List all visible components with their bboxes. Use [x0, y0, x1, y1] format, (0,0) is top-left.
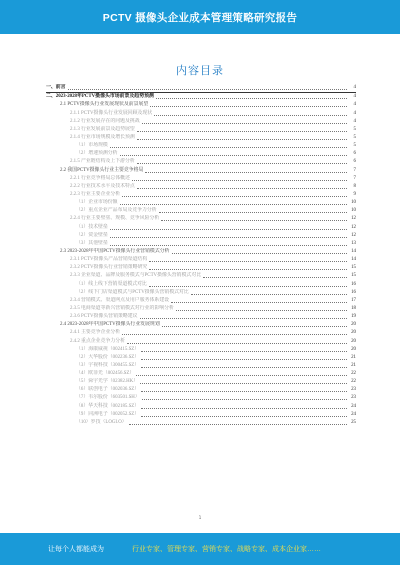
toc-entry-label: （8）华天科技（002185.SZ）: [76, 403, 140, 409]
toc-entry-page: 20: [351, 346, 356, 352]
toc-entry-label: 2.2.2 行业技术水平及技术特点: [70, 183, 135, 189]
toc-entry[interactable]: [46, 84, 356, 92]
toc-leader-dots: [137, 187, 347, 189]
toc-entry-page: 19: [351, 314, 356, 320]
toc-entry[interactable]: [46, 126, 356, 134]
toc-entry-label: 2.2.4 行业主要壁垒、规模、竞争风险分析: [70, 216, 160, 222]
toc-leader-dots: [150, 105, 347, 107]
page-number: 1: [198, 515, 202, 520]
toc-entry-page: 6: [353, 159, 356, 165]
toc-entry-page: 7: [353, 167, 356, 173]
toc-entry-page: 18: [351, 305, 356, 311]
toc-entry-label: 2.2.1 行业竞争格局总体概述: [70, 175, 130, 181]
toc-leader-dots: [129, 423, 347, 425]
toc-entry[interactable]: [46, 362, 356, 370]
toc-entry-page: 14: [351, 257, 356, 263]
toc-entry-page: 4: [353, 118, 356, 124]
toc-entry-label: 2.1.2 行业发展存在的问题及挑战: [70, 118, 140, 124]
toc-leader-dots: [110, 236, 347, 238]
toc-entry-label: 2.3 2023-2028年中国PCTV摄像头行业营销模式分析: [60, 248, 170, 254]
toc-entry[interactable]: [46, 191, 356, 199]
toc-entry-label: 2.3.5 电商渠道等新兴营销模式对行业的影响分析: [70, 305, 174, 311]
toc-entry-label: 二、2023-2028年PCTV摄像头市场前景及趋势预测: [46, 94, 154, 100]
toc-leader-dots: [142, 122, 347, 124]
report-title: PCTV 摄像头企业成本管理策略研究报告: [102, 12, 298, 24]
toc-entry-label: （1）海康威视（002415.SZ）: [76, 346, 140, 352]
toc-entry-page: 23: [351, 387, 356, 393]
toc-leader-dots: [110, 244, 347, 246]
toc-entry-label: 2.3.1 PCTV摄像头产品营销渠道结构: [70, 257, 148, 263]
toc-entry-label: （2）资金壁垒: [76, 232, 108, 238]
toc-entry-label: （1）线上线下营销渠道模式对比: [76, 281, 147, 287]
toc-entry[interactable]: [46, 158, 356, 166]
toc-entry-page: 10: [351, 200, 356, 206]
toc-entry[interactable]: [46, 240, 356, 248]
toc-leader-dots: [162, 325, 347, 327]
toc-entry-label: （2）增速预测分析: [76, 151, 118, 157]
toc-entry-page: 24: [351, 403, 356, 409]
toc-entry[interactable]: [46, 321, 356, 329]
toc-leader-dots: [203, 276, 347, 278]
toc-entry-page: 20: [351, 322, 356, 328]
toc-leader-dots: [141, 366, 347, 368]
toc-entry-label: 2.3.4 营销模式、渠道网点及用户服务体系建设: [70, 297, 170, 303]
toc-entry-label: （3）宇视科技（300455.SZ）: [76, 362, 140, 368]
toc-entry-page: 12: [351, 224, 356, 230]
toc-entry-label: 2.4.1 主要竞争企业分析: [70, 330, 121, 336]
toc-leader-dots: [110, 228, 347, 230]
toc-entry-page: 22: [351, 379, 356, 385]
toc-heading: 内容目录: [176, 65, 224, 77]
toc-entry[interactable]: [46, 101, 356, 109]
toc-leader-dots: [154, 114, 347, 116]
toc-leader-dots: [120, 154, 347, 156]
toc-leader-dots: [141, 350, 347, 352]
table-of-contents: [46, 84, 356, 427]
toc-entry[interactable]: [46, 166, 356, 174]
toc-entry[interactable]: [46, 378, 356, 386]
toc-entry[interactable]: [46, 386, 356, 394]
toc-entry-page: 4: [353, 94, 356, 100]
toc-entry[interactable]: [46, 109, 356, 117]
toc-entry-page: 5: [353, 134, 356, 140]
toc-entry-label: （10）罗技（LOGI.O）: [76, 419, 127, 425]
toc-entry[interactable]: [46, 280, 356, 288]
toc-entry[interactable]: [46, 419, 356, 427]
toc-leader-dots: [110, 146, 347, 148]
toc-entry[interactable]: [46, 232, 356, 240]
toc-entry[interactable]: [46, 93, 356, 101]
toc-leader-dots: [149, 260, 347, 262]
toc-entry-page: 20: [351, 338, 356, 344]
toc-leader-dots: [137, 130, 347, 132]
toc-entry[interactable]: [46, 256, 356, 264]
toc-entry-page: 16: [351, 289, 356, 295]
toc-entry[interactable]: [46, 223, 356, 231]
toc-entry-label: （1）技术壁垒: [76, 224, 108, 230]
toc-entry[interactable]: [46, 215, 356, 223]
toc-entry[interactable]: [46, 346, 356, 354]
toc-entry[interactable]: [46, 175, 356, 183]
toc-entry[interactable]: [46, 370, 356, 378]
toc-leader-dots: [68, 88, 347, 90]
toc-entry-label: （3）其他壁垒: [76, 240, 108, 246]
toc-entry-page: 4: [353, 110, 356, 116]
toc-entry[interactable]: [46, 289, 356, 297]
toc-leader-dots: [149, 268, 347, 270]
toc-leader-dots: [141, 415, 347, 417]
toc-leader-dots: [145, 171, 347, 173]
toc-leader-dots: [122, 195, 347, 197]
toc-leader-dots: [137, 162, 347, 164]
toc-entry[interactable]: [46, 118, 356, 126]
toc-entry-label: 2.4.2 重点企业竞争力分析: [70, 338, 126, 344]
toc-leader-dots: [161, 219, 347, 221]
toc-entry-label: 2.3.6 PCTV摄像头营销策略建议: [70, 314, 138, 320]
toc-entry[interactable]: [46, 337, 356, 345]
toc-entry-label: 2.2.3 行业主要企业分析: [70, 191, 121, 197]
toc-entry-label: （6）联创电子（002036.SZ）: [76, 387, 140, 393]
toc-entry-label: 一、前言: [46, 85, 66, 91]
toc-entry-page: 10: [351, 208, 356, 214]
toc-entry[interactable]: [46, 248, 356, 256]
toc-entry-label: （1）市场规模: [76, 143, 108, 149]
toc-entry-page: 5: [353, 143, 356, 149]
toc-entry[interactable]: [46, 411, 356, 419]
toc-entry[interactable]: [46, 354, 356, 362]
toc-leader-dots: [132, 179, 347, 181]
toc-entry-label: 2.4 2023-2028年中国PCTV摄像头行业发展规划: [60, 322, 160, 328]
toc-entry[interactable]: [46, 142, 356, 150]
toc-leader-dots: [141, 390, 347, 392]
toc-entry-label: 2.1.1 PCTV摄像头行业发展回顾及现状: [70, 110, 153, 116]
toc-entry-label: （4）欧菲光（002456.SZ）: [76, 371, 135, 377]
toc-entry-page: 12: [351, 216, 356, 222]
toc-entry-label: 2.1.3 行业发展前景及趋势展望: [70, 126, 135, 132]
toc-entry-label: （2）线下门店渠道模式与PCTV摄像头营销模式对比: [76, 289, 189, 295]
toc-entry[interactable]: [46, 264, 356, 272]
toc-leader-dots: [127, 342, 347, 344]
toc-entry-page: 6: [353, 151, 356, 157]
report-header-banner: [0, 0, 400, 34]
toc-leader-dots: [176, 309, 347, 311]
toc-entry-page: 24: [351, 411, 356, 417]
toc-entry-label: 2.1.4 行业市场规模及增长预测: [70, 134, 135, 140]
toc-entry-page: 17: [351, 297, 356, 303]
toc-leader-dots: [156, 97, 347, 99]
toc-leader-dots: [142, 398, 347, 400]
toc-leader-dots: [149, 285, 347, 287]
toc-leader-dots: [140, 382, 347, 384]
toc-entry-label: （7）韦尔股份（603501.SH）: [76, 395, 140, 401]
toc-leader-dots: [191, 293, 347, 295]
toc-leader-dots: [140, 317, 347, 319]
toc-entry-label: 2.2 我国PCTV摄像头行业主要竞争格局: [60, 167, 144, 173]
toc-entry-label: （5）舜宇光学（02382.HK）: [76, 379, 139, 385]
toc-entry[interactable]: [46, 183, 356, 191]
toc-entry-label: （2）大华股份（002236.SZ）: [76, 354, 140, 360]
toc-leader-dots: [141, 407, 347, 409]
toc-entry-page: 13: [351, 240, 356, 246]
toc-entry-label: 2.3.3 企业渠道、品牌及服务模式与PCTV摄像头营销模式对比: [70, 273, 202, 279]
toc-entry-page: 21: [351, 354, 356, 360]
toc-entry-page: 22: [351, 371, 356, 377]
toc-entry-page: 15: [351, 273, 356, 279]
toc-entry[interactable]: [46, 297, 356, 305]
toc-leader-dots: [120, 203, 347, 205]
toc-entry[interactable]: [46, 329, 356, 337]
toc-entry[interactable]: [46, 272, 356, 280]
toc-entry[interactable]: [46, 305, 356, 313]
toc-entry[interactable]: [46, 150, 356, 158]
toc-entry[interactable]: [46, 394, 356, 402]
toc-leader-dots: [122, 333, 347, 335]
toc-entry-label: （9）同洲电子（002052.SZ）: [76, 411, 140, 417]
toc-entry-page: 23: [351, 395, 356, 401]
toc-entry-label: （2）重点企业产品布局及竞争力分析: [76, 208, 157, 214]
toc-entry-label: 2.1 PCTV摄像头行业发展现状及前景展望: [60, 102, 149, 108]
toc-entry-page: 21: [351, 362, 356, 368]
toc-entry[interactable]: [46, 134, 356, 142]
toc-entry-page: 12: [351, 232, 356, 238]
toc-entry-label: （1）企业市场份额: [76, 200, 118, 206]
toc-entry-page: 20: [351, 330, 356, 336]
toc-entry-page: 16: [351, 281, 356, 287]
toc-entry-page: 15: [351, 265, 356, 271]
toc-entry[interactable]: [46, 402, 356, 410]
toc-leader-dots: [141, 358, 347, 360]
toc-leader-dots: [171, 301, 347, 303]
toc-entry-label: 2.3.2 PCTV摄像头行业营销策略研究: [70, 265, 148, 271]
toc-entry-page: 7: [353, 175, 356, 181]
toc-entry-page: 14: [351, 248, 356, 254]
footer-tags: 行业专家、管理专家、营销专家、战略专家、成本企业家……: [132, 546, 321, 553]
toc-entry[interactable]: [46, 313, 356, 321]
toc-entry[interactable]: [46, 207, 356, 215]
toc-entry-page: 4: [353, 102, 356, 108]
toc-leader-dots: [136, 374, 347, 376]
toc-leader-dots: [159, 211, 347, 213]
toc-entry-page: 5: [353, 126, 356, 132]
toc-entry-page: 4: [353, 85, 356, 91]
toc-leader-dots: [137, 138, 347, 140]
footer-slogan: 让每个人都能成为: [48, 546, 104, 553]
toc-entry-label: 2.1.5 产业链结构及上下游分析: [70, 159, 135, 165]
footer-banner: [0, 533, 400, 565]
toc-entry-page: 9: [353, 191, 356, 197]
toc-entry-page: 8: [353, 183, 356, 189]
toc-entry-page: 25: [351, 419, 356, 425]
toc-leader-dots: [172, 252, 348, 254]
toc-entry[interactable]: [46, 199, 356, 207]
